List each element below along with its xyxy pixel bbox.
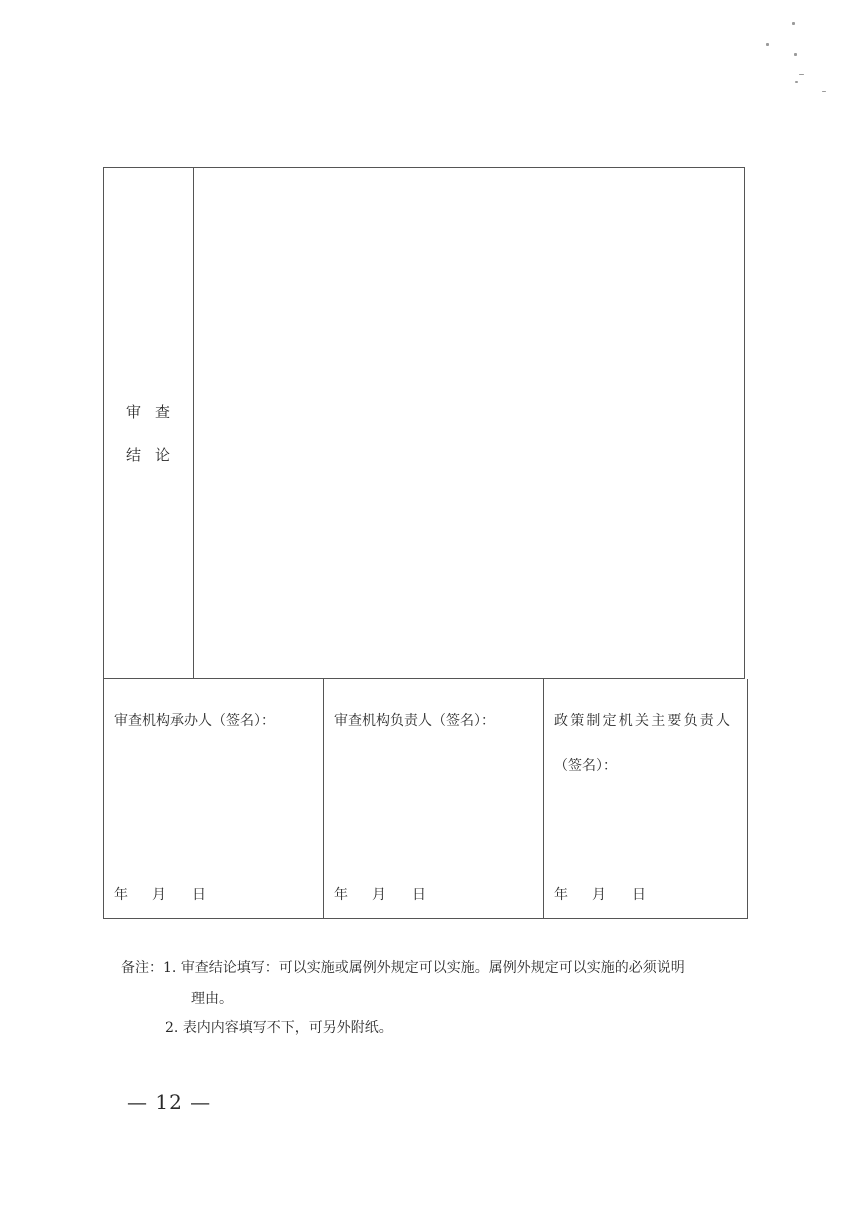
review-conclusion-table — [103, 167, 745, 679]
note-item-1-continuation: 理由。 — [191, 991, 233, 1007]
note-item-2-text: 表内内容填写不下，可另外附纸。 — [182, 1020, 393, 1036]
date-year-label: 年 — [114, 887, 128, 903]
signature-cell-reviewer-head[interactable] — [324, 679, 544, 918]
signature-subtitle: （签名）： — [554, 758, 617, 774]
date-month-label: 月 — [152, 887, 166, 903]
date-day-label: 日 — [192, 887, 206, 903]
signature-date — [554, 884, 646, 904]
signature-title: 审查机构负责人（签名）： — [334, 713, 495, 729]
review-label-line1: 审查 — [126, 403, 185, 421]
note-item-1-number: 1. — [163, 960, 177, 976]
date-day-label: 日 — [632, 887, 646, 903]
review-conclusion-label-cell — [104, 168, 194, 678]
scan-speck — [795, 81, 798, 83]
notes-prefix: 备注： — [121, 960, 163, 976]
date-year-label: 年 — [334, 887, 348, 903]
note-item-2 — [165, 1017, 393, 1037]
scan-speck — [799, 74, 804, 75]
date-month-label: 月 — [372, 887, 386, 903]
page-number: — 12 — — [127, 1090, 212, 1114]
review-label-line2: 结论 — [126, 446, 185, 464]
signature-table — [103, 679, 748, 919]
scan-speck — [792, 22, 795, 25]
signature-title: 审查机构承办人（签名）： — [114, 713, 275, 729]
date-year-label: 年 — [554, 887, 568, 903]
scan-speck — [822, 91, 826, 92]
signature-cell-agency-head[interactable] — [544, 679, 747, 918]
review-conclusion-content-area[interactable] — [194, 168, 744, 678]
scan-speck — [794, 53, 797, 56]
date-day-label: 日 — [412, 887, 426, 903]
signature-date — [114, 884, 206, 904]
note-item-2-number: 2. — [165, 1020, 179, 1036]
date-month-label: 月 — [592, 887, 606, 903]
signature-title: 政策制定机关主要负责人 — [554, 713, 733, 729]
signature-cell-handler[interactable] — [104, 679, 324, 918]
note-item-1 — [121, 957, 685, 977]
signature-date — [334, 884, 426, 904]
note-item-1-text: 审查结论填写：可以实施或属例外规定可以实施。属例外规定可以实施的必须说明 — [180, 960, 685, 976]
scan-speck — [766, 43, 769, 46]
